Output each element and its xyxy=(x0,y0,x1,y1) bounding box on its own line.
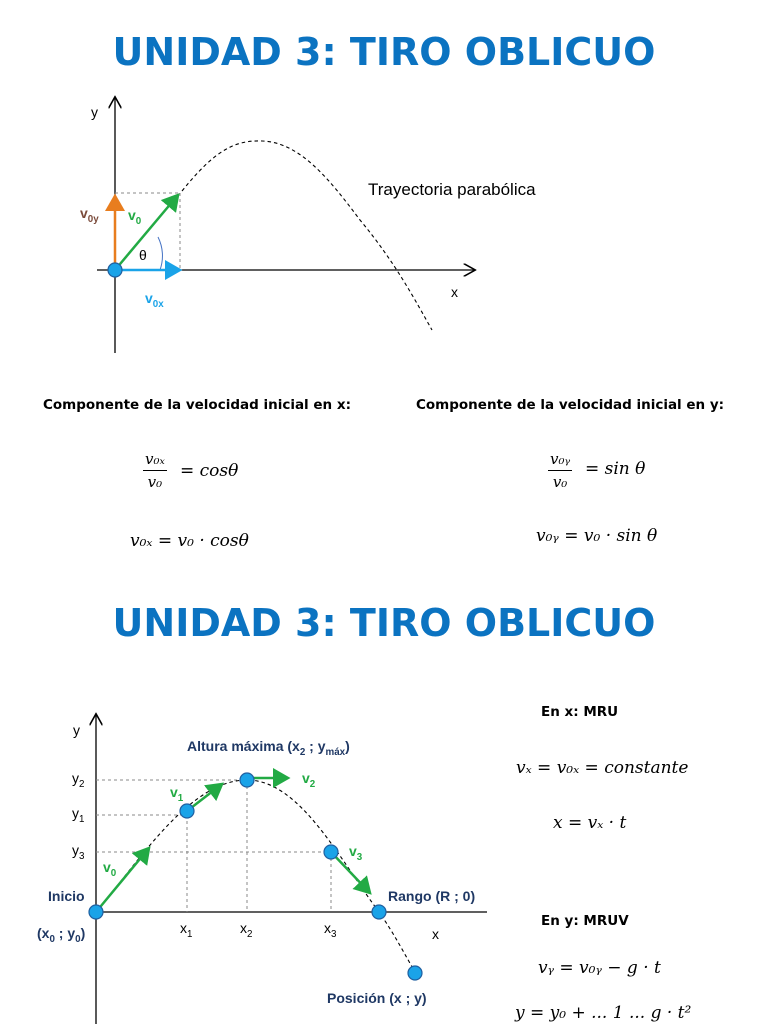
s2-point-3 xyxy=(324,845,338,859)
s2-point-range xyxy=(372,905,386,919)
s2-point-start xyxy=(89,905,103,919)
s2-x3-tick: $x_3$ xyxy=(324,920,337,940)
s2-start-label: Inicio xyxy=(48,888,85,904)
s2-y3-tick: $y_3$ xyxy=(72,842,85,862)
s1-origin-point xyxy=(108,263,122,277)
s2-eq-x: x = vₓ · t xyxy=(553,813,627,833)
s1-v0y-label: $v_{0y}$ xyxy=(80,205,99,225)
s2-mru-heading: En x: MRU xyxy=(541,704,619,720)
s1-y-label: y xyxy=(91,104,98,120)
s2-eq-y-partial: y = y₀ + ... 1 ... g · t² xyxy=(515,1003,692,1023)
s2-x1-tick: $x_1$ xyxy=(180,920,193,940)
s2-v2-label: $v_2$ xyxy=(302,770,316,790)
s2-mruv-heading: En y: MRUV xyxy=(541,913,629,929)
s1-eq-x-fraction: $\frac{\text{v₀ₓ}}{\text{v₀}}$ xyxy=(145,450,165,491)
s2-v3-label: $v_3$ xyxy=(349,843,363,863)
s2-v1-label: $v_1$ xyxy=(170,784,184,804)
s1-eq-x2: v₀ₓ = v₀ · cosθ xyxy=(130,531,249,551)
s2-eq-vx: vₓ = v₀ₓ = constante xyxy=(516,758,689,778)
s2-point-1 xyxy=(180,804,194,818)
s2-y-label: y xyxy=(73,722,80,738)
s2-point-position xyxy=(408,966,422,980)
s1-x-label: x xyxy=(451,284,458,300)
s1-trajectory xyxy=(182,141,432,330)
s1-theta-arc xyxy=(158,237,162,270)
s1-eq-x-rhs: = cosθ xyxy=(180,461,239,481)
s2-y2-tick: $y_2$ xyxy=(72,770,85,790)
s2-v0-arrow xyxy=(96,848,149,912)
s2-x-label: x xyxy=(432,926,439,942)
s1-trajectory-label: Trayectoria parabólica xyxy=(368,180,536,199)
s2-v0-label: $v_0$ xyxy=(103,859,117,879)
s1-eq-y2: v₀ᵧ = v₀ · sin θ xyxy=(536,526,658,546)
s2-eq-vy: vᵧ = v₀ᵧ − g · t xyxy=(538,958,661,978)
s1-eq-y-rhs: = sin θ xyxy=(585,459,646,479)
slide2-title: UNIDAD 3: TIRO OBLICUO xyxy=(112,601,656,645)
slide1-title: UNIDAD 3: TIRO OBLICUO xyxy=(112,30,656,74)
s1-right-heading: Componente de la velocidad inicial en y: xyxy=(416,397,725,413)
s2-trajectory xyxy=(96,780,415,972)
s2-range-label: Rango (R ; 0) xyxy=(388,888,476,904)
s1-eq-y-fraction: $\frac{\text{v₀ᵧ}}{\text{v₀}}$ xyxy=(550,450,571,491)
s2-max-label: Altura máxima ($x_2$ ; $y_{máx}$) xyxy=(187,738,350,758)
s2-position-label: Posición (x ; y) xyxy=(327,990,427,1006)
s1-theta-label: θ xyxy=(139,247,147,263)
s2-origin-label: ($x_0$ ; $y_0$) xyxy=(37,925,86,945)
s1-v0x-label: $v_{0x}$ xyxy=(145,290,164,310)
s2-x2-tick: $x_2$ xyxy=(240,920,253,940)
s1-v0-label: $v_0$ xyxy=(128,207,142,227)
s2-y1-tick: $y_1$ xyxy=(72,805,85,825)
s2-point-max xyxy=(240,773,254,787)
s1-left-heading: Componente de la velocidad inicial en x: xyxy=(43,397,351,413)
